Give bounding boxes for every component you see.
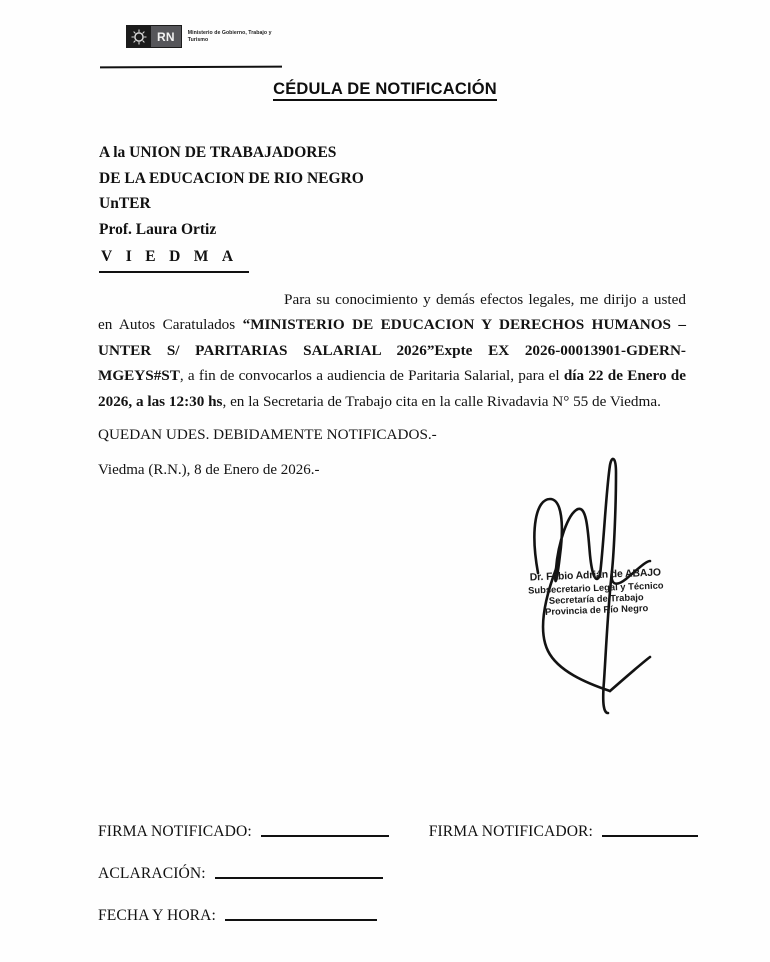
logo-rn-text: RN <box>151 26 181 47</box>
stamp-office: Secretaría de Trabajo <box>548 590 644 606</box>
addressee-line-3: UnTER <box>99 195 151 212</box>
label-fecha-y-hora: FECHA Y HORA: <box>98 907 216 924</box>
place-and-date: Viedma (R.N.), 8 de Enero de 2026.- <box>98 462 320 478</box>
firma-notificador-group <box>429 823 698 841</box>
page-title-text: CÉDULA DE NOTIFICACIÓN <box>273 80 497 101</box>
sun-emblem-icon <box>127 26 151 47</box>
footer-fields <box>98 823 698 949</box>
label-firma-notificado: FIRMA NOTIFICADO: <box>98 823 252 840</box>
logo-ministry-text: Ministerio de Gobierno, Trabajo y Turismo <box>187 30 272 43</box>
footer-row-signatures <box>98 823 698 841</box>
field-firma-notificado[interactable] <box>261 835 389 837</box>
body-file-number: Expte EX 2026-00013901-GDERN-MGEYS#ST <box>98 341 686 385</box>
addressee-city-row <box>99 242 519 273</box>
footer-row-fecha-hora <box>98 907 698 925</box>
field-firma-notificador[interactable] <box>602 835 698 837</box>
addressee-line-2: DE LA EDUCACION DE RIO NEGRO <box>99 169 364 187</box>
stamp-jurisdiction: Provincia de Río Negro <box>544 602 649 617</box>
stamp-name: Dr. Fabio Adrián de ABAJO <box>529 567 662 584</box>
label-aclaracion: ACLARACIÓN: <box>98 865 206 882</box>
notified-statement: QUEDAN UDES. DEBIDAMENTE NOTIFICADOS.- <box>98 426 437 443</box>
header-divider <box>100 66 282 69</box>
addressee-block <box>99 140 519 273</box>
ministry-logo <box>126 25 280 48</box>
body-hearing-datetime: día 22 de Enero de 2026, a las 12:30 hs <box>98 367 686 410</box>
addressee-line-4: Prof. Laura Ortiz <box>99 220 217 238</box>
body-case-title: “MINISTERIO DE EDUCACION Y DERECHOS HUMANOS –UNTER S/ PARITARIAS SALARIAL 2026” <box>98 316 686 359</box>
signature-stamp <box>515 567 677 618</box>
addressee-city: VIEDMA <box>99 244 249 273</box>
footer-row-aclaracion <box>98 865 698 883</box>
addressee-line-1: A la UNION DE TRABAJADORES <box>99 144 337 161</box>
label-firma-notificador: FIRMA NOTIFICADOR: <box>428 823 593 840</box>
body-paragraph <box>98 287 686 414</box>
body-venue: , en la Secretaria de Trabajo cita en la calle Rivadavia N° 55 de Viedma. <box>222 392 661 410</box>
stamp-role: Subsecretario Legal y Técnico <box>527 579 664 596</box>
body-purpose: , a fin de convocarlos a audiencia de Paritaria Salarial, para el <box>179 367 564 385</box>
page-title <box>0 80 770 99</box>
logo-badge <box>126 25 182 48</box>
field-aclaracion[interactable] <box>215 877 383 879</box>
body-intro: Para su conocimiento y demás efectos legales, me dirijo a usted en Autos Caratulados <box>98 291 686 334</box>
field-fecha-y-hora[interactable] <box>225 919 377 921</box>
